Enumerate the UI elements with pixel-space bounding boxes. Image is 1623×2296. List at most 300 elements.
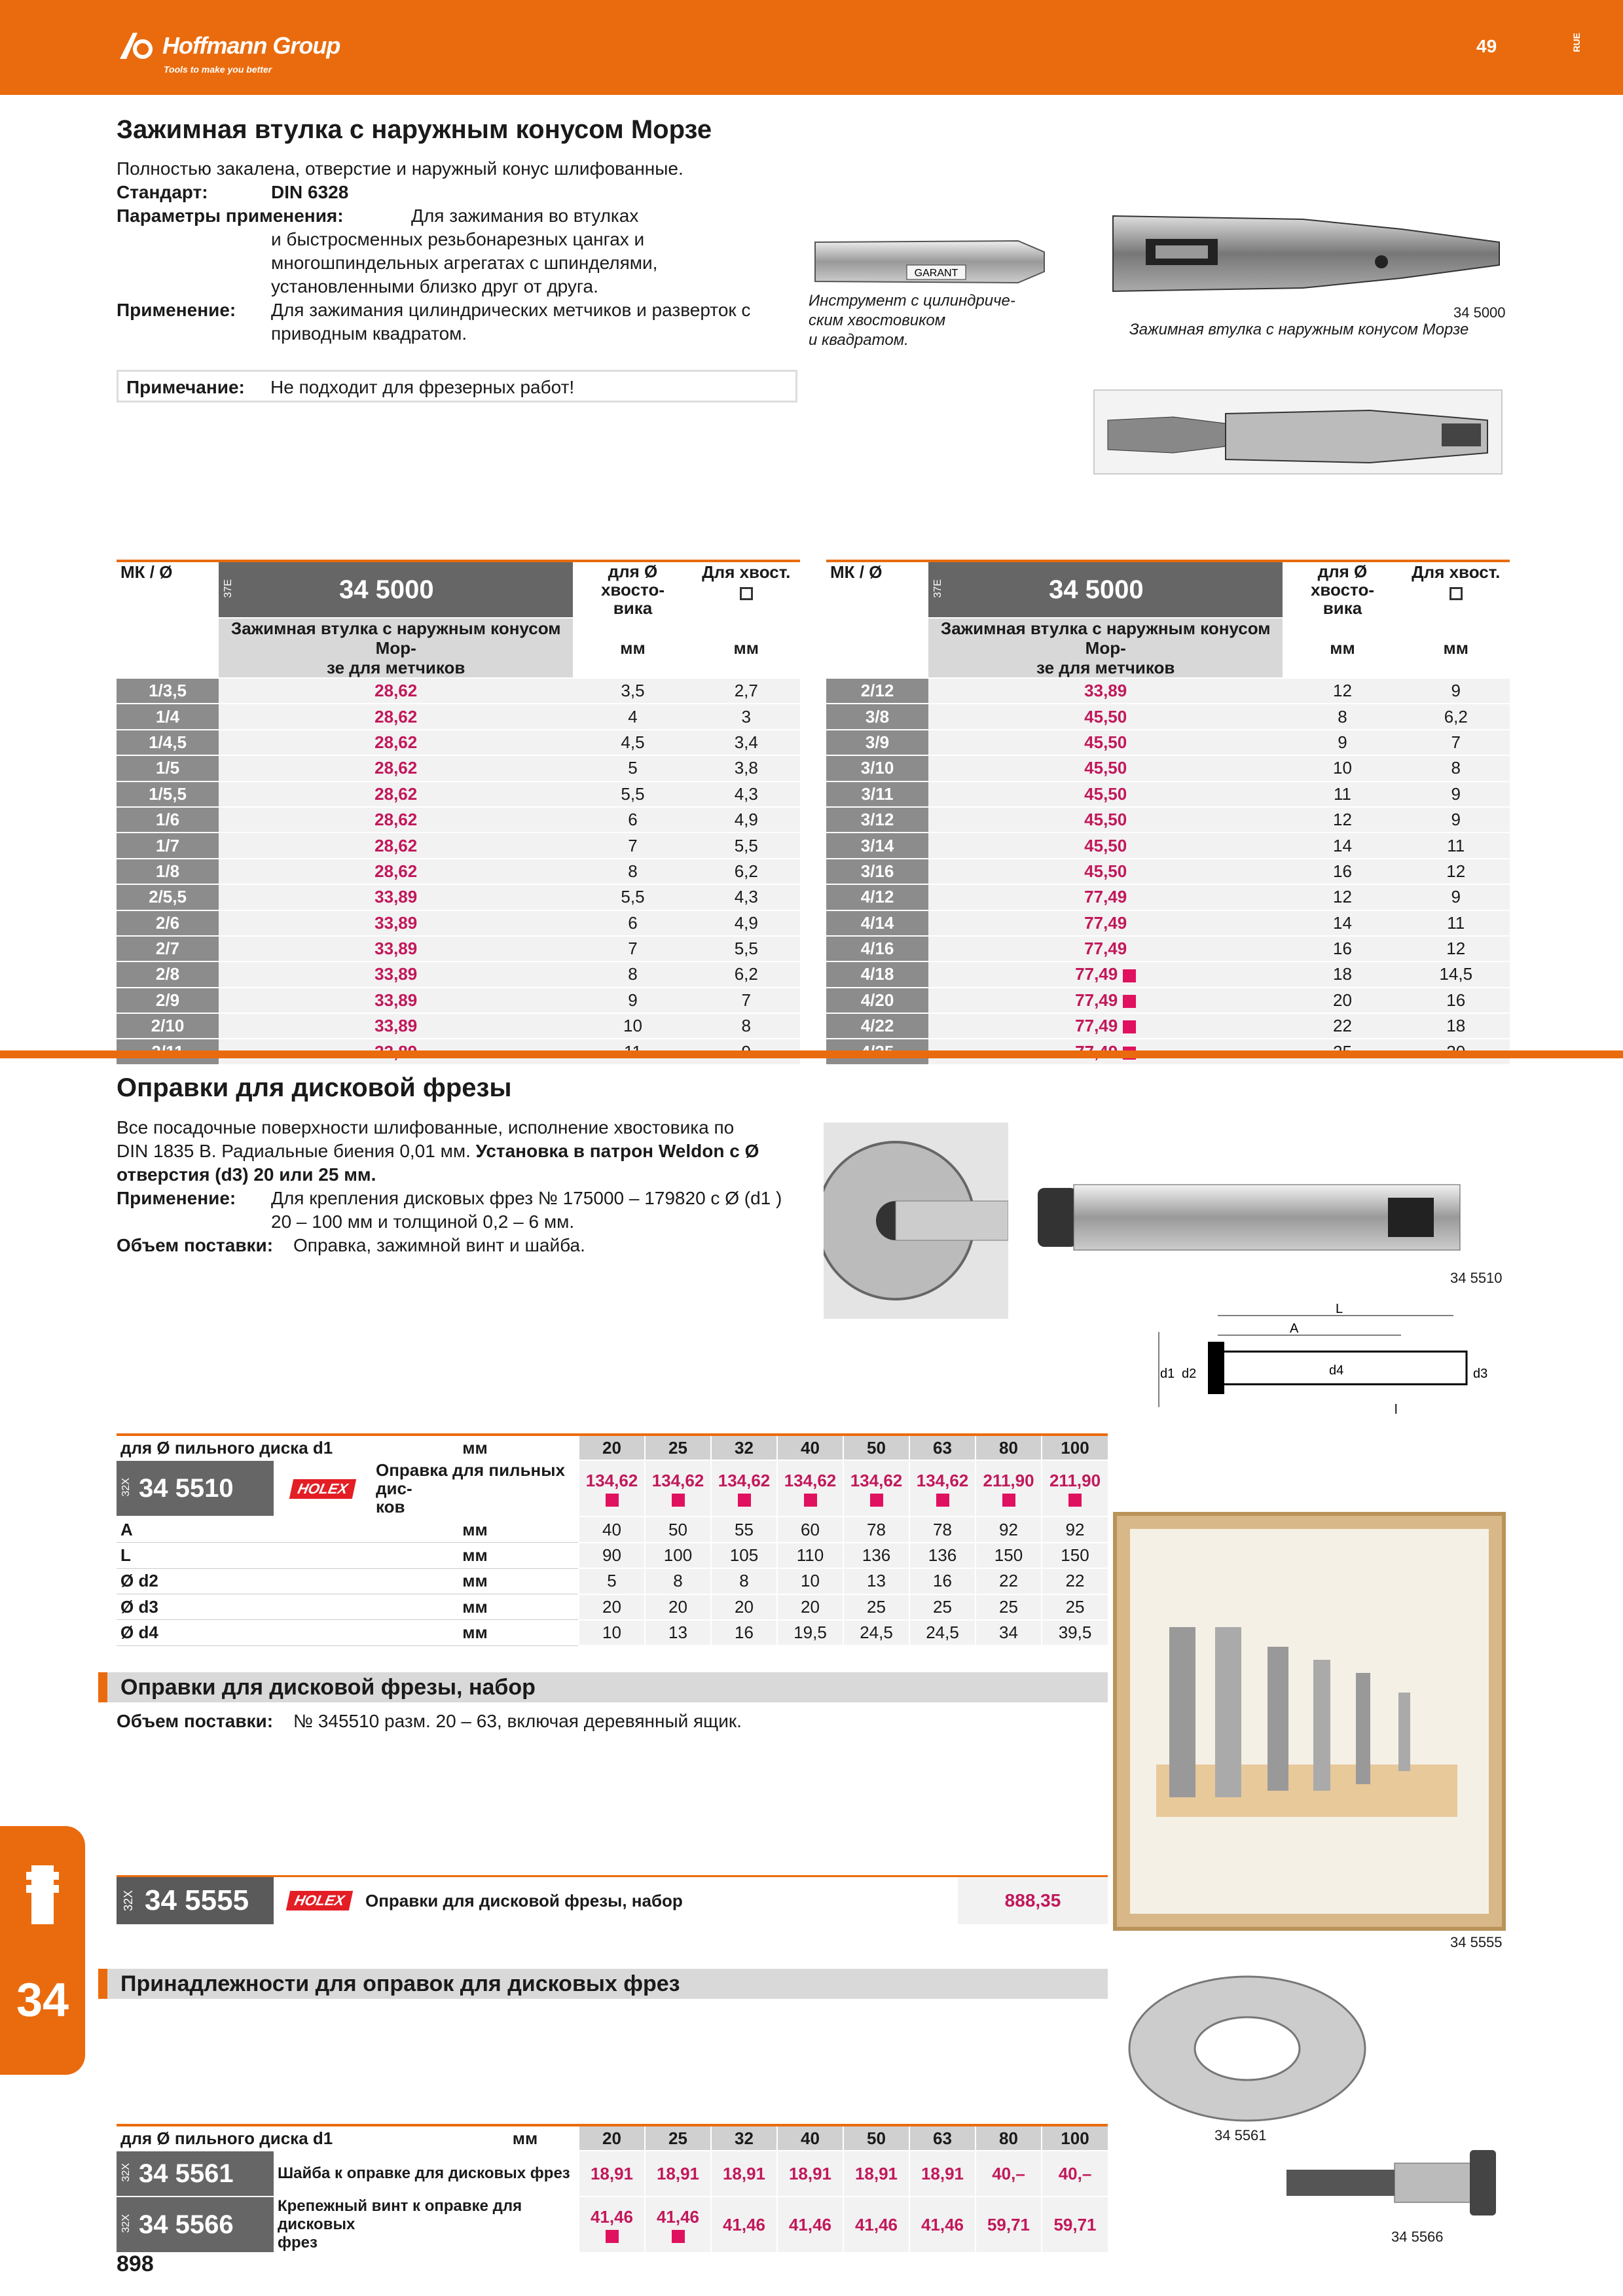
price-cell (928, 755, 1283, 781)
size-cell: 63 (909, 1435, 976, 1460)
price-value: 134,62 (850, 1470, 903, 1490)
square-cell: 7 (693, 988, 800, 1013)
value-cell: 92 (976, 1516, 1042, 1542)
table-row (826, 859, 1510, 884)
price-value: 33,89 (374, 1016, 418, 1036)
section-description (117, 1116, 797, 1257)
value-cell: 100 (645, 1543, 711, 1568)
article-box (117, 1877, 274, 1924)
price-value: 134,62 (651, 1470, 704, 1490)
price-cell (928, 884, 1283, 910)
table-row (826, 936, 1510, 961)
col-sq-label: Для хвост. (1412, 562, 1501, 582)
diameter-cell: 18 (1283, 961, 1402, 987)
price-cell (928, 936, 1283, 961)
price-value: 134,62 (784, 1470, 837, 1490)
params-line: Для зажимания во втулках (411, 206, 639, 226)
table-row (117, 755, 800, 781)
desc-line: Зажимная втулка с наружным конусом Мор- (230, 619, 561, 658)
params-line: многошпиндельных агрегатах с шпинделями, (271, 253, 658, 273)
unit: мм (573, 618, 692, 678)
price-value: 28,62 (374, 810, 418, 830)
section-bar: Принадлежности для оправок для дисковых фрез (98, 1969, 1108, 1999)
value-cell: 105 (711, 1543, 777, 1568)
value-cell: 16 (711, 1620, 777, 1645)
price-value: 28,62 (374, 835, 418, 855)
size-cell: 100 (1042, 2125, 1108, 2151)
square-cell: 5,5 (693, 833, 800, 858)
mk-cell: 1/5 (117, 755, 219, 781)
value-cell: 92 (1042, 1516, 1108, 1542)
value-cell: 110 (777, 1543, 843, 1568)
square-cell: 9 (1402, 884, 1510, 910)
diameter-cell: 6 (573, 910, 692, 936)
mk-cell: 2/9 (117, 988, 219, 1013)
article-number: 34 5555 (145, 1884, 249, 1916)
set-article: 34 5555 (1450, 1934, 1503, 1950)
square-cell: 11 (1402, 910, 1510, 936)
table-row (826, 833, 1510, 858)
language-code: RUE (1571, 33, 1582, 52)
price-cell (219, 704, 573, 729)
square-cell: 4,9 (693, 910, 800, 936)
square-cell: 18 (1402, 1013, 1510, 1039)
mk-cell: 3/12 (826, 807, 928, 833)
value-cell: 13 (843, 1568, 909, 1594)
table-row (117, 2197, 1108, 2253)
morse-sleeve-image (1106, 203, 1512, 301)
unit: мм (1283, 618, 1402, 678)
article-desc (219, 618, 573, 678)
diameter-cell: 22 (1283, 1013, 1402, 1039)
mk-cell: 1/5,5 (117, 781, 219, 807)
size-cell: 80 (976, 2125, 1042, 2151)
mk-cell: 3/10 (826, 755, 928, 781)
price-cell (928, 859, 1283, 884)
arbor-article: 34 5510 (1450, 1270, 1503, 1286)
article-number: 34 5000 (339, 575, 434, 604)
standard-value: DIN 6328 (271, 182, 349, 202)
value-cell: 20 (645, 1594, 711, 1620)
price-cell (219, 1013, 573, 1039)
size-cell: 20 (579, 2125, 645, 2151)
article-desc (274, 2197, 579, 2253)
dimension-name: Ø d2 (117, 1568, 372, 1594)
mk-cell: 1/3,5 (117, 678, 219, 704)
table-row (117, 936, 800, 961)
diameter-cell: 8 (1283, 704, 1402, 729)
price-cell (843, 2151, 909, 2197)
diameter-cell: 5,5 (573, 781, 692, 807)
mk-cell: 3/9 (826, 730, 928, 755)
square-cell: 12 (1402, 859, 1510, 884)
hdr-line: вика (1322, 598, 1362, 618)
application-line: Для зажимания цилиндрических метчиков и разверток с (271, 300, 751, 320)
value-cell: 25 (843, 1594, 909, 1620)
size-cell: 50 (843, 2125, 909, 2151)
diameter-cell: 16 (1283, 936, 1402, 961)
price-cell (928, 807, 1283, 833)
new-item-square-icon (738, 1494, 751, 1507)
price-cell (909, 1460, 976, 1516)
caption-line: ским хвостовиком (809, 312, 946, 329)
col-square-header (1402, 561, 1510, 618)
application-label: Применение: (117, 1188, 236, 1208)
size-cell: 100 (1042, 1435, 1108, 1460)
brand-name: Hoffmann Group (162, 32, 340, 59)
price-value: 77,49 (1084, 912, 1127, 933)
mk-cell: 4/18 (826, 961, 928, 987)
table-row (117, 1516, 1108, 1542)
price-value: 18,91 (590, 2163, 634, 2183)
new-item-square-icon (1002, 1494, 1015, 1507)
article-box (117, 1460, 274, 1516)
price-value: 33,89 (374, 912, 418, 933)
table-row (117, 833, 800, 858)
params-line: и быстросменных резьбонарезных цангах и (271, 229, 645, 249)
article-header (928, 561, 1283, 618)
square-cell: 6,2 (1402, 704, 1510, 729)
size-cell: 25 (645, 1435, 711, 1460)
price-value: 28,62 (374, 681, 418, 701)
new-item-square-icon (1123, 1020, 1136, 1033)
value-cell: 25 (976, 1594, 1042, 1620)
value-cell: 50 (645, 1516, 711, 1542)
col-d-header (573, 561, 692, 618)
section-divider (0, 1050, 1623, 1058)
value-cell: 150 (1042, 1543, 1108, 1568)
price-value: 41,46 (656, 2206, 700, 2227)
price-cell (843, 1460, 909, 1516)
diameter-cell: 5 (573, 755, 692, 781)
price-value: 45,50 (1084, 732, 1127, 752)
value-cell: 136 (909, 1543, 976, 1568)
price-cell (928, 910, 1283, 936)
diameter-cell: 4,5 (573, 730, 692, 755)
value-cell: 39,5 (1042, 1620, 1108, 1645)
size-cell: 25 (645, 2125, 711, 2151)
price-cell (711, 1460, 777, 1516)
new-item-square-icon (606, 2230, 619, 2243)
square-icon (1450, 587, 1463, 600)
table-row (826, 807, 1510, 833)
params-line: установленными близко друг от друга. (271, 276, 598, 296)
dimension-name: Ø d4 (117, 1620, 372, 1645)
garant-mark: GARANT (914, 268, 958, 279)
table-row (117, 884, 800, 910)
set-price: 888,35 (958, 1877, 1108, 1924)
square-cell: 4,3 (693, 781, 800, 807)
article-prefix: 32X (120, 1478, 132, 1497)
supply-value: № 345510 разм. 20 – 63, включая деревянный ящик. (293, 1711, 742, 1731)
table-row (117, 704, 800, 729)
value-cell: 150 (976, 1543, 1042, 1568)
table-row (117, 1013, 800, 1039)
price-value: 18,91 (656, 2163, 700, 2183)
value-cell: 8 (645, 1568, 711, 1594)
square-cell: 5,5 (693, 936, 800, 961)
price-cell (928, 988, 1283, 1013)
mk-cell: 3/11 (826, 781, 928, 807)
accessories-table (117, 2124, 1108, 2253)
table-row (117, 678, 800, 704)
mk-cell: 1/6 (117, 807, 219, 833)
price-cell (219, 678, 573, 704)
mk-cell: 4/22 (826, 1013, 928, 1039)
size-cell: 32 (711, 2125, 777, 2151)
application-line: Для крепления дисковых фрез № 175000 – 179820 с Ø (d1 ) (271, 1188, 782, 1208)
unit: мм (372, 1543, 579, 1568)
diameter-cell: 3,5 (573, 678, 692, 704)
price-value: 18,91 (722, 2163, 766, 2183)
price-value: 77,49 (1084, 939, 1127, 959)
mk-cell: 1/7 (117, 833, 219, 858)
arbor-image (1034, 1172, 1506, 1263)
price-cell (928, 730, 1283, 755)
chapter-number: 34 (16, 1974, 69, 2026)
price-value: 134,62 (718, 1470, 771, 1490)
price-cell (928, 961, 1283, 987)
desc-line: Шайба к оправке для дисковых фрез (278, 2164, 570, 2183)
article-prefix: 32X (120, 2163, 132, 2182)
price-value: 77,49 (1084, 887, 1127, 907)
section-description (117, 157, 804, 346)
hdr-line: для Ø хвосто- (1310, 562, 1374, 600)
col-square-header (693, 561, 800, 618)
table-row (117, 807, 800, 833)
price-cell (219, 910, 573, 936)
table-row (826, 988, 1510, 1013)
mk-cell: 4/20 (826, 988, 928, 1013)
price-cell (976, 1460, 1042, 1516)
square-cell: 16 (1402, 988, 1510, 1013)
unit: мм (1402, 618, 1510, 678)
size-cell: 63 (909, 2125, 976, 2151)
diameter-cell: 11 (1283, 781, 1402, 807)
price-cell (645, 1460, 711, 1516)
new-item-square-icon (672, 2230, 685, 2243)
mk-cell: 3/16 (826, 859, 928, 884)
price-value: 41,46 (788, 2214, 832, 2234)
price-value: 41,46 (722, 2214, 766, 2234)
price-cell (909, 2197, 976, 2253)
page-footer-number: 898 (117, 2251, 154, 2276)
table-row (826, 704, 1510, 729)
table-row (826, 884, 1510, 910)
square-cell: 9 (1402, 807, 1510, 833)
holex-brand: HOLEX (289, 1479, 356, 1499)
section-title: Зажимная втулка с наружным конусом Морзе (117, 115, 712, 144)
value-cell: 25 (909, 1594, 976, 1620)
size-cell: 40 (777, 2125, 843, 2151)
value-cell: 22 (1042, 1568, 1108, 1594)
price-cell (976, 2151, 1042, 2197)
supply-info (117, 1710, 742, 1733)
supply-label: Объем поставки: (117, 1711, 274, 1731)
price-cell (909, 2151, 976, 2197)
article-desc (274, 2151, 579, 2197)
tap-in-sleeve-image (1093, 389, 1503, 475)
price-cell (219, 781, 573, 807)
price-value: 45,50 (1084, 758, 1127, 778)
value-cell: 25 (1042, 1594, 1108, 1620)
brand-logo[interactable] (117, 26, 340, 75)
price-value: 18,91 (921, 2163, 964, 2183)
price-value: 134,62 (916, 1470, 969, 1490)
price-cell (843, 2197, 909, 2253)
article-prefix: 37E (932, 579, 943, 598)
value-cell: 55 (711, 1516, 777, 1542)
table-row (826, 755, 1510, 781)
size-cell: 20 (579, 1435, 645, 1460)
screw-article: 34 5566 (1391, 2229, 1444, 2245)
caption-line: Инструмент с цилиндриче- (809, 292, 1015, 310)
desc-line: Все посадочные поверхности шлифованные, исполнение хвостовика по (117, 1117, 735, 1138)
article-number: 34 5561 (139, 2159, 234, 2188)
desc-line-bold: отверстия (d3) 20 или 25 мм. (117, 1164, 376, 1185)
catalog-page-number: 49 (1476, 36, 1497, 56)
size-header: для Ø пильного диска d1 (117, 2125, 472, 2151)
table-row (117, 1594, 1108, 1620)
square-cell: 2,7 (693, 678, 800, 704)
price-cell (928, 704, 1283, 729)
price-value: 77,49 (1075, 1016, 1118, 1036)
value-cell: 20 (711, 1594, 777, 1620)
mk-cell: 4/12 (826, 884, 928, 910)
mk-cell: 1/8 (117, 859, 219, 884)
square-cell: 14,5 (1402, 961, 1510, 987)
caption-line: и квадратом. (809, 331, 909, 349)
diameter-cell: 16 (1283, 859, 1402, 884)
article-prefix: 37E (223, 579, 234, 598)
arbor-drawing (1152, 1302, 1506, 1433)
diameter-cell: 20 (1283, 988, 1402, 1013)
square-cell: 8 (693, 1013, 800, 1039)
set-box-photo (1113, 1512, 1506, 1931)
intro-text: Полностью закалена, отверстие и наружный конус шлифованные. (117, 158, 684, 179)
article-prefix: 32X (120, 2214, 132, 2233)
value-cell: 5 (579, 1568, 645, 1594)
note-label: Примечание: (126, 377, 245, 397)
price-cell (777, 2151, 843, 2197)
price-value: 33,89 (374, 964, 418, 984)
value-cell: 24,5 (843, 1620, 909, 1645)
price-cell (711, 2151, 777, 2197)
desc-line-bold: Установка в патрон Weldon с Ø (475, 1141, 759, 1161)
set-row (117, 1875, 1108, 1924)
holex-logo (274, 1877, 365, 1924)
table-row (117, 910, 800, 936)
supply-value: Оправка, зажимной винт и шайба. (293, 1235, 585, 1255)
article-prefix: 32X (122, 1890, 135, 1912)
article-box (117, 2197, 274, 2253)
price-cell (928, 678, 1283, 704)
price-value: 28,62 (374, 732, 418, 752)
price-value: 18,91 (854, 2163, 898, 2183)
diameter-cell: 7 (573, 936, 692, 961)
price-cell (219, 884, 573, 910)
supply-label: Объем поставки: (117, 1235, 274, 1255)
value-cell: 20 (579, 1594, 645, 1620)
screw-image (1283, 2147, 1506, 2219)
size-cell: 80 (976, 1435, 1042, 1460)
note-value: Не подходит для фрезерных работ! (270, 377, 575, 397)
hoffmann-logo-icon (117, 29, 156, 62)
value-cell: 8 (711, 1568, 777, 1594)
mk-cell: 2/12 (826, 678, 928, 704)
desc-line: фрез (278, 2234, 318, 2252)
diameter-cell: 9 (573, 988, 692, 1013)
table-row (117, 730, 800, 755)
square-cell: 3,4 (693, 730, 800, 755)
col-sq-label: Для хвост. (702, 562, 791, 582)
section-bar: Оправки для дисковой фрезы, набор (98, 1672, 1108, 1702)
washer-article: 34 5561 (1214, 2127, 1267, 2144)
chapter-tab[interactable] (0, 1826, 85, 2075)
value-cell: 78 (843, 1516, 909, 1542)
price-value: 33,89 (374, 887, 418, 907)
sleeve-table-right (826, 560, 1510, 1066)
price-value: 40,– (992, 2163, 1025, 2183)
price-value: 134,62 (585, 1470, 638, 1490)
price-cell (219, 755, 573, 781)
price-cell (579, 2197, 645, 2253)
price-value: 28,62 (374, 706, 418, 726)
square-cell: 9 (1402, 678, 1510, 704)
price-cell (645, 2197, 711, 2253)
table-row (826, 730, 1510, 755)
mk-cell: 4/14 (826, 910, 928, 936)
square-icon (740, 587, 753, 600)
table-row (826, 678, 1510, 704)
value-cell: 136 (843, 1543, 909, 1568)
set-description: Оправки для дисковой фрезы, набор (365, 1890, 683, 1910)
mk-cell: 2/7 (117, 936, 219, 961)
square-cell: 4,9 (693, 807, 800, 833)
unit: мм (693, 618, 800, 678)
header-row (117, 1435, 1108, 1460)
arbor-table (117, 1433, 1108, 1646)
value-cell: 60 (777, 1516, 843, 1542)
brand-tagline: Tools to make you better (164, 64, 272, 75)
price-cell (976, 2197, 1042, 2253)
article-header (219, 561, 573, 618)
holex-brand: HOLEX (286, 1891, 353, 1910)
price-value: 28,62 (374, 758, 418, 778)
diameter-cell: 14 (1283, 833, 1402, 858)
value-cell: 19,5 (777, 1620, 843, 1645)
price-value: 77,49 (1075, 964, 1118, 984)
tap-icon (0, 1852, 85, 1950)
price-value: 77,49 (1075, 990, 1118, 1010)
diameter-cell: 12 (1283, 678, 1402, 704)
table-row (117, 859, 800, 884)
price-value: 33,89 (1084, 681, 1127, 701)
table-row (117, 781, 800, 807)
table-row (117, 988, 800, 1013)
price-value: 28,62 (374, 783, 418, 804)
size-cell: 32 (711, 1435, 777, 1460)
square-cell: 3,8 (693, 755, 800, 781)
col-mk-header: МК / Ø (117, 561, 219, 618)
application-line: приводным квадратом. (271, 323, 467, 344)
diameter-cell: 10 (1283, 755, 1402, 781)
sleeve-caption: Зажимная втулка с наружным конусом Морзе (1129, 321, 1469, 338)
dimension-name: L (117, 1543, 372, 1568)
price-value: 28,62 (374, 861, 418, 881)
mk-cell: 3/8 (826, 704, 928, 729)
mk-cell: 4/16 (826, 936, 928, 961)
